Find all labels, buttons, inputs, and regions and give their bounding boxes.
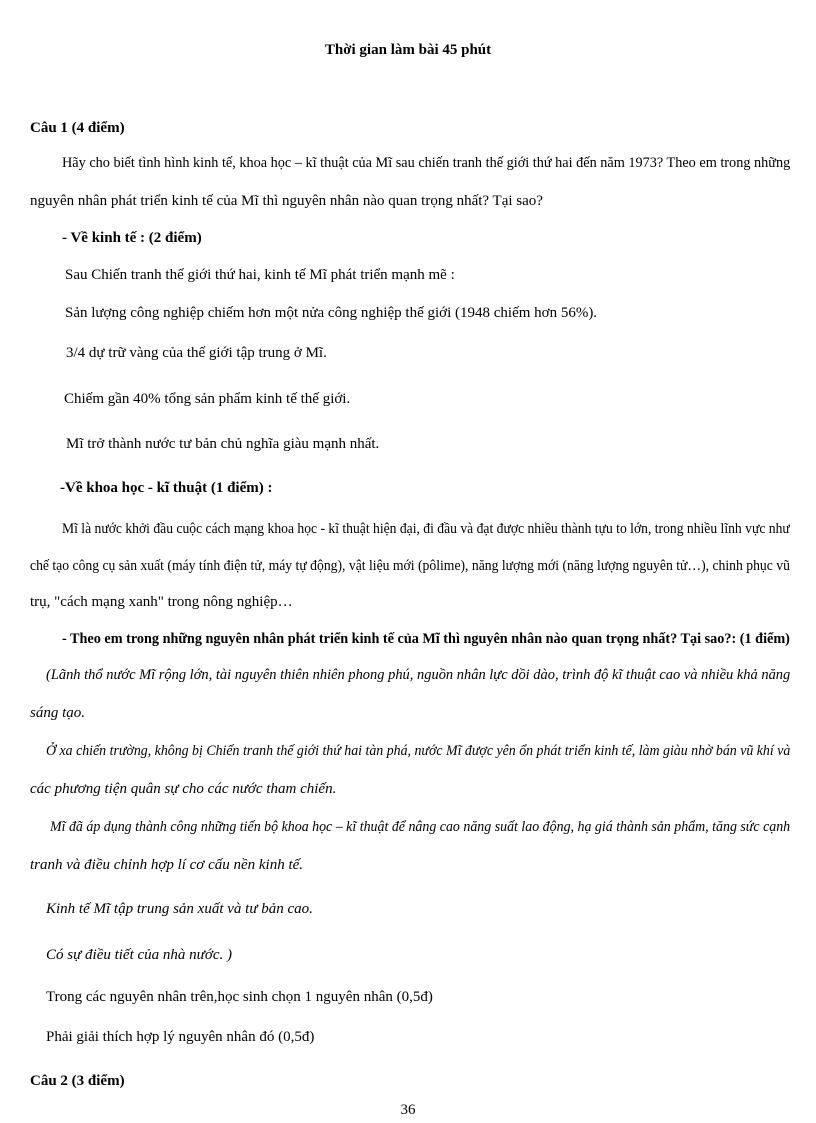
question-2-heading: Câu 2 (3 điểm): [30, 1073, 125, 1089]
science-line: trụ, "cách mạng xanh" trong nông nghiệp…: [30, 594, 293, 610]
reason-italic-line: sáng tạo.: [30, 705, 86, 721]
question-1-text-line-1: Hãy cho biết tình hình kinh tế, khoa học – kĩ thuật của Mĩ sau chiến tranh thế giới thứ hai đến năm 1973? Theo em trong những: [62, 155, 791, 171]
reason-note: Phải giải thích hợp lý nguyên nhân đó (0,5đ): [46, 1029, 315, 1045]
science-line: chế tạo công cụ sản xuất (máy tính điện tử, máy tự động), vật liệu mới (pôlime), năng lượng mới (năng lượng nguyên tử…), chinh phục vũ: [30, 558, 790, 574]
question-1-heading: Câu 1 (4 điểm): [30, 120, 125, 136]
reason-italic-line: Có sự điều tiết của nhà nước. ): [46, 947, 233, 963]
reason-italic-line: các phương tiện quân sự cho các nước tham chiến.: [30, 781, 337, 797]
reason-heading: - Theo em trong những nguyên nhân phát triển kinh tế của Mĩ thì nguyên nhân nào quan trọng nhất? Tại sao?: (1 điểm): [62, 631, 790, 647]
economy-heading: - Về kinh tế : (2 điểm): [62, 230, 202, 246]
reason-italic-line: (Lãnh thổ nước Mĩ rộng lớn, tài nguyên thiên nhiên phong phú, nguồn nhân lực dồi dào, trình độ kĩ thuật cao và nhiều khả năng: [46, 667, 791, 683]
economy-line: 3/4 dự trữ vàng của thế giới tập trung ở Mĩ.: [66, 345, 327, 361]
economy-line: Sản lượng công nghiệp chiếm hơn một nửa công nghiệp thế giới (1948 chiếm hơn 56%).: [65, 305, 598, 321]
reason-italic-line: Kinh tế Mĩ tập trung sản xuất và tư bản cao.: [46, 901, 313, 917]
page-title: Thời gian làm bài 45 phút: [324, 42, 492, 58]
reason-italic-line: tranh và điều chỉnh hợp lí cơ cấu nền kinh tế.: [30, 857, 304, 873]
reason-italic-line: Ở xa chiến trường, không bị Chiến tranh thế giới thứ hai tàn phá, nước Mĩ được yên ổn phát triển kinh tế, làm giàu nhờ bán vũ khí và: [46, 743, 791, 759]
reason-italic-line: Mĩ đã áp dụng thành công những tiến bộ khoa học – kĩ thuật để nâng cao năng suất lao động, hạ giá thành sản phẩm, tăng sức cạnh: [50, 819, 791, 835]
reason-note: Trong các nguyên nhân trên,học sinh chọn 1 nguyên nhân (0,5đ): [46, 989, 433, 1005]
science-heading: -Về khoa học - kĩ thuật (1 điểm) :: [60, 480, 273, 496]
question-1-text-line-2: nguyên nhân phát triển kinh tế của Mĩ thì nguyên nhân nào quan trọng nhất? Tại sao?: [30, 193, 543, 209]
science-line: Mĩ là nước khởi đầu cuộc cách mạng khoa học - kĩ thuật hiện đại, đi đầu và đạt được nhiều thành tựu to lớn, trong nhiều lĩnh vực như: [62, 521, 790, 537]
page-number: 36: [400, 1102, 416, 1118]
economy-line: Mĩ trở thành nước tư bản chủ nghĩa giàu mạnh nhất.: [66, 436, 380, 452]
economy-line: Chiếm gần 40% tổng sản phẩm kinh tế thế giới.: [64, 391, 351, 407]
economy-line: Sau Chiến tranh thế giới thứ hai, kinh tế Mĩ phát triển mạnh mẽ :: [65, 267, 455, 283]
